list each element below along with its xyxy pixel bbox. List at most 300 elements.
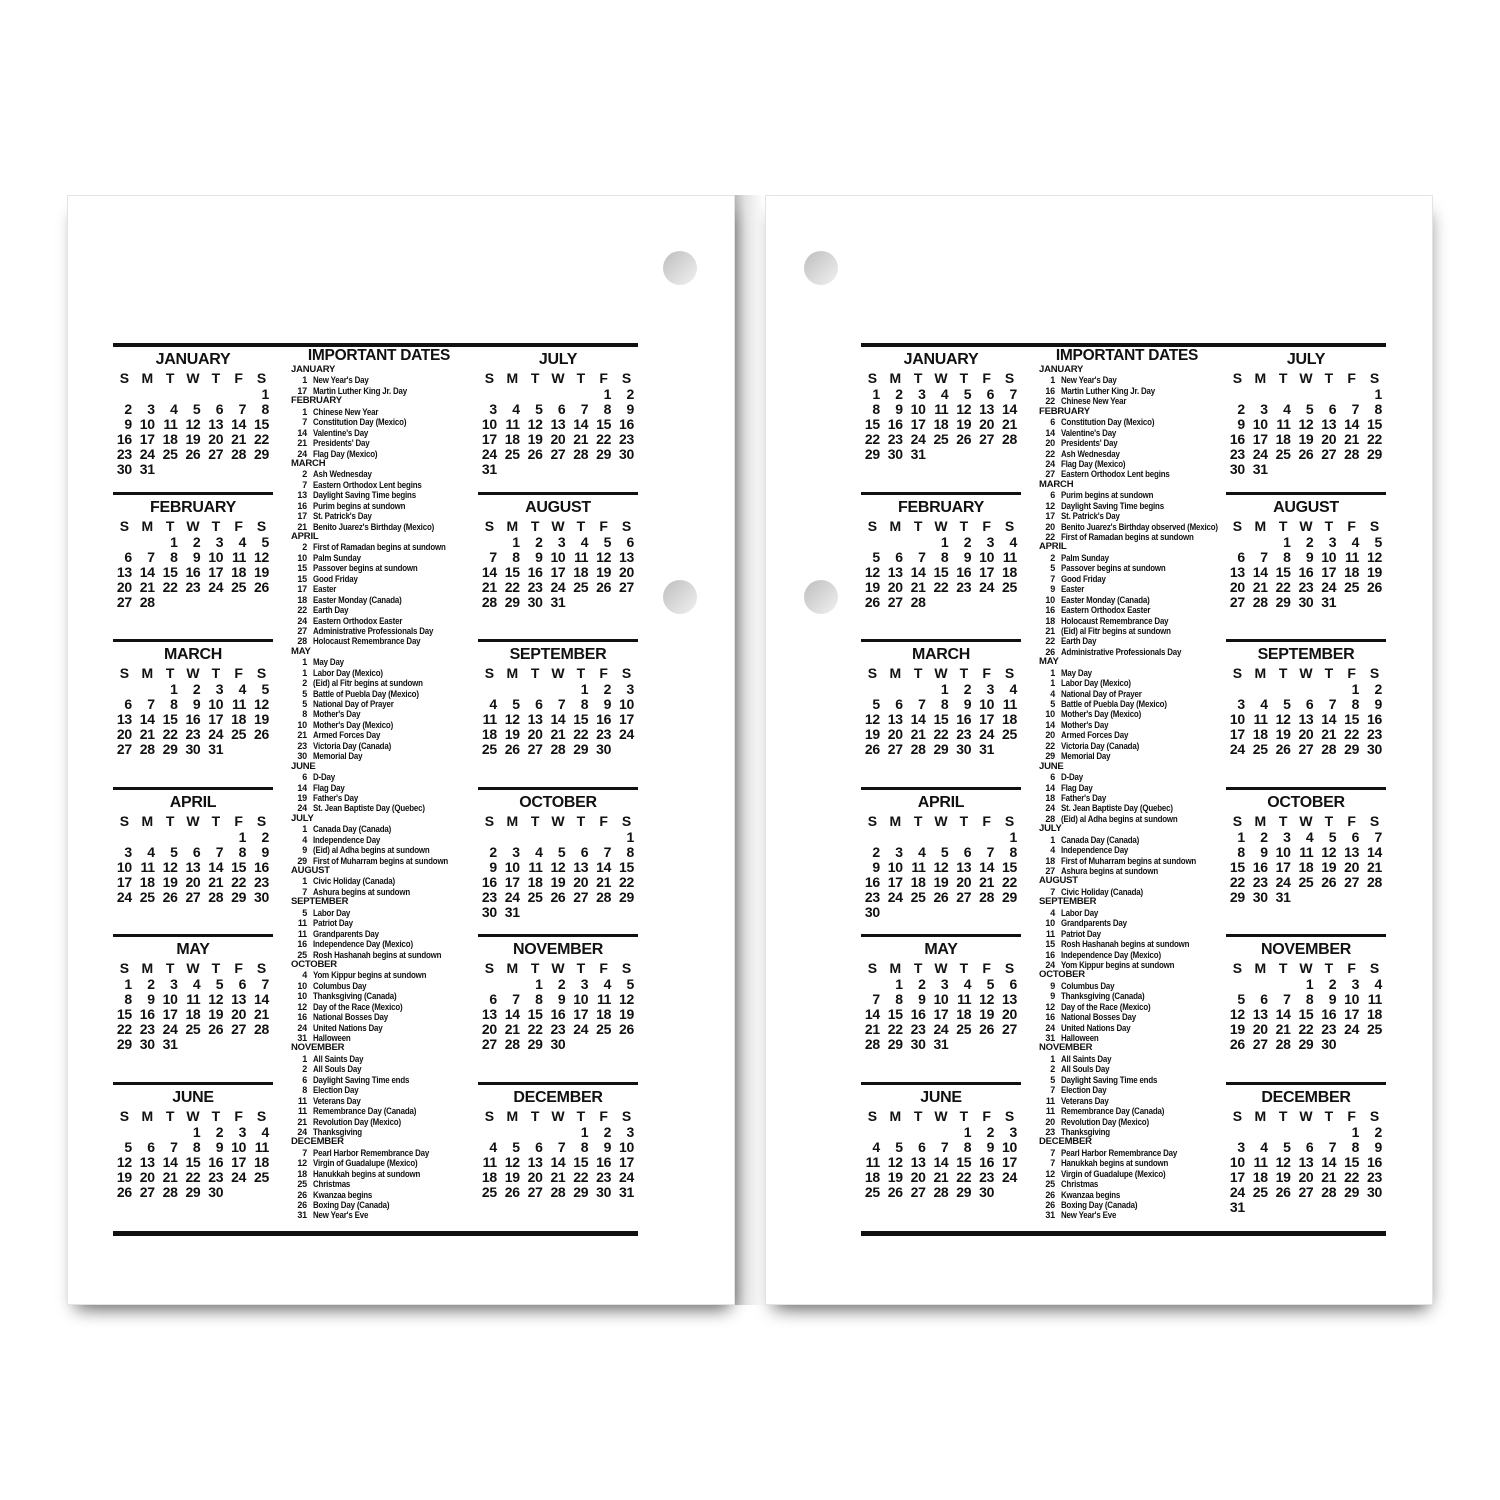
day-cell: 28 xyxy=(254,1021,269,1037)
day-cell: 4 xyxy=(238,681,247,697)
day-cell xyxy=(478,387,501,402)
day-cell xyxy=(930,905,953,920)
entry-label: National Day of Prayer xyxy=(313,699,394,709)
entry-day-number: 4 xyxy=(302,834,307,845)
day-cell xyxy=(1249,905,1272,920)
day-cell: 15 xyxy=(231,858,247,875)
entry-label: New Year's Day xyxy=(1061,375,1117,386)
day-cell: 12 xyxy=(254,548,269,565)
day-cell: 24 xyxy=(573,1021,589,1037)
entry-label: National Bosses Day xyxy=(313,1012,389,1023)
day-cell: 27 xyxy=(619,578,634,595)
day-cell: 3 xyxy=(489,401,497,417)
weekday-header: T xyxy=(913,370,923,386)
important-dates-entry xyxy=(291,1023,467,1033)
day-cell: 11 xyxy=(1276,416,1291,432)
day-cell xyxy=(204,757,227,772)
day-cell: 4 xyxy=(872,1138,880,1155)
weekday-header: T xyxy=(1278,517,1288,534)
day-cell: 8 xyxy=(1283,548,1291,565)
day-cell: 23 xyxy=(1298,578,1314,595)
entry-day-number: 26 xyxy=(1045,1189,1055,1200)
weekday-header: M xyxy=(1254,665,1267,681)
day-cell: 30 xyxy=(481,903,497,920)
important-dates-entry xyxy=(1039,1023,1215,1033)
day-cell: 25 xyxy=(956,1021,972,1037)
day-cell xyxy=(907,682,930,697)
day-cell xyxy=(159,757,182,772)
important-dates-entry xyxy=(1039,1179,1215,1189)
entry-day-number: 1 xyxy=(302,375,307,386)
day-cell: 4 xyxy=(512,401,520,417)
day-cell: 30 xyxy=(887,446,903,462)
day-cell: 19 xyxy=(933,873,949,890)
entry-label: Kwanzaa begins xyxy=(1061,1189,1121,1200)
weekday-header: F xyxy=(1347,812,1356,829)
day-cell: 27 xyxy=(979,431,995,447)
month-grid xyxy=(1226,960,1386,1067)
weekday-header: S xyxy=(1004,960,1015,976)
day-cell xyxy=(204,610,227,625)
important-dates-entry xyxy=(291,636,467,646)
important-dates-month-header: AUGUST xyxy=(1039,875,1078,887)
day-cell: 14 xyxy=(1344,416,1360,432)
entry-label: Ash Wednesday xyxy=(1061,448,1120,459)
day-cell: 25 xyxy=(933,431,949,447)
day-cell xyxy=(501,1200,524,1215)
day-cell: 23 xyxy=(116,446,132,462)
day-cell: 5 xyxy=(872,548,880,565)
day-cell: 6 xyxy=(215,401,224,417)
day-cell: 13 xyxy=(231,991,247,1007)
day-cell xyxy=(998,1037,1021,1052)
day-cell: 5 xyxy=(124,1138,132,1155)
important-dates-month-header: SEPTEMBER xyxy=(291,896,349,908)
day-cell: 23 xyxy=(527,578,543,595)
important-dates-entry xyxy=(1039,1012,1215,1022)
day-cell: 18 xyxy=(1298,858,1314,875)
day-cell: 12 xyxy=(254,696,269,712)
day-cell xyxy=(524,462,547,477)
day-cell: 13 xyxy=(887,711,903,727)
entry-label: First of Ramadan begins at sundown xyxy=(1061,532,1194,542)
weekday-header: M xyxy=(506,960,519,976)
day-cell xyxy=(1317,387,1340,402)
day-cell xyxy=(524,1200,547,1215)
weekday-header: S xyxy=(1004,370,1015,386)
page-content xyxy=(861,343,1386,1236)
weekday-header: S xyxy=(256,812,267,829)
entry-label: Ashura begins at sundown xyxy=(1061,866,1158,876)
day-cell xyxy=(478,682,501,697)
day-cell: 9 xyxy=(626,401,634,417)
day-cell: 12 xyxy=(527,416,543,432)
weekday-header: M xyxy=(506,370,519,386)
day-cell: 17 xyxy=(1321,563,1337,580)
entry-label: Holocaust Remembrance Day xyxy=(313,636,421,647)
weekday-header: S xyxy=(1004,517,1015,534)
day-cell: 18 xyxy=(231,563,247,580)
day-cell: 1 xyxy=(170,681,178,697)
day-cell: 26 xyxy=(504,1183,520,1200)
important-dates-entry xyxy=(1039,814,1215,824)
day-cell: 18 xyxy=(504,431,520,447)
day-cell: 26 xyxy=(1229,1036,1245,1052)
month-block xyxy=(113,1085,273,1233)
month-grid xyxy=(1226,1108,1386,1215)
entry-day-number: 25 xyxy=(297,949,307,960)
day-cell xyxy=(524,757,547,772)
day-cell: 16 xyxy=(1367,711,1382,727)
day-cell: 14 xyxy=(162,1153,178,1170)
month-block xyxy=(113,790,273,938)
day-cell: 31 xyxy=(933,1036,949,1052)
entry-day-number: 18 xyxy=(1045,855,1055,866)
weekday-header: T xyxy=(530,812,540,829)
day-cell: 26 xyxy=(254,726,269,742)
month-block xyxy=(113,937,273,1085)
entry-label: Valentine's Day xyxy=(313,427,369,438)
day-cell: 8 xyxy=(1237,843,1245,860)
important-dates-entry xyxy=(291,1158,467,1168)
day-cell: 15 xyxy=(619,858,634,875)
day-cell xyxy=(136,682,159,697)
entry-day-number: 12 xyxy=(1045,500,1055,511)
day-cell: 15 xyxy=(162,711,178,727)
entry-day-number: 6 xyxy=(302,772,307,783)
day-cell: 12 xyxy=(116,1153,132,1170)
day-cell: 18 xyxy=(481,726,497,742)
day-cell: 13 xyxy=(1298,711,1314,727)
day-cell: 11 xyxy=(911,858,926,875)
entry-label: Holocaust Remembrance Day xyxy=(1061,615,1169,626)
day-cell xyxy=(861,462,884,477)
day-cell: 17 xyxy=(481,431,497,447)
entry-day-number: 26 xyxy=(1045,646,1055,657)
day-cell: 16 xyxy=(208,1153,224,1170)
entry-day-number: 7 xyxy=(1050,573,1055,584)
day-cell xyxy=(1226,610,1249,625)
day-cell: 7 xyxy=(580,401,589,417)
day-cell: 13 xyxy=(1321,416,1337,432)
entry-day-number: 28 xyxy=(1045,813,1055,824)
entry-day-number: 22 xyxy=(1045,532,1055,542)
day-cell: 1 xyxy=(1009,828,1017,845)
day-cell: 6 xyxy=(238,976,247,992)
day-cell: 7 xyxy=(872,991,880,1007)
day-cell: 22 xyxy=(116,1021,132,1037)
months-column-jan-jun xyxy=(861,347,1021,1232)
day-cell xyxy=(998,905,1021,920)
day-cell xyxy=(592,595,615,610)
day-cell xyxy=(250,757,273,772)
day-cell: 26 xyxy=(254,578,269,595)
important-dates-entry xyxy=(291,657,467,667)
day-cell: 24 xyxy=(208,578,224,595)
day-cell xyxy=(907,757,930,772)
day-cell: 21 xyxy=(1321,1168,1337,1185)
day-cell: 16 xyxy=(596,1153,612,1170)
day-cell xyxy=(907,905,930,920)
entry-day-number: 18 xyxy=(297,594,307,605)
weekday-header: T xyxy=(211,1107,221,1124)
day-cell: 21 xyxy=(573,431,589,447)
day-cell: 23 xyxy=(956,578,972,595)
important-dates-entry xyxy=(291,490,467,500)
day-cell: 4 xyxy=(1351,533,1360,550)
day-cell xyxy=(1317,890,1340,905)
month-block xyxy=(478,937,638,1085)
punch-hole-icon xyxy=(663,580,697,614)
day-cell: 5 xyxy=(535,401,543,417)
entry-day-number: 14 xyxy=(297,782,307,793)
day-cell: 2 xyxy=(1374,1123,1382,1140)
month-title: DECEMBER xyxy=(1261,1088,1351,1106)
day-cell: 2 xyxy=(124,401,132,417)
important-dates-entry xyxy=(1039,375,1215,385)
day-cell: 30 xyxy=(619,446,634,462)
entry-label: Rosh Hashanah begins at sundown xyxy=(1061,939,1190,950)
day-cell xyxy=(113,757,136,772)
important-dates-entry xyxy=(291,950,467,960)
day-cell: 17 xyxy=(573,1006,589,1022)
important-dates-month-header: MARCH xyxy=(1039,478,1074,490)
day-cell: 16 xyxy=(1298,563,1314,580)
entry-day-number: 22 xyxy=(1045,636,1055,647)
day-cell: 26 xyxy=(956,431,972,447)
day-cell: 13 xyxy=(1298,1153,1314,1170)
day-cell xyxy=(478,977,501,992)
weekday-header: S xyxy=(1369,812,1380,829)
day-cell: 24 xyxy=(208,726,224,742)
day-cell: 7 xyxy=(1328,1138,1337,1155)
day-cell: 8 xyxy=(1351,1138,1360,1155)
entry-label: St. Patrick's Day xyxy=(313,511,372,522)
day-cell: 12 xyxy=(1229,1006,1245,1022)
weekday-header: W xyxy=(186,812,200,829)
day-cell: 22 xyxy=(162,578,178,595)
day-cell: 4 xyxy=(261,1123,269,1140)
entry-day-number: 16 xyxy=(1045,1012,1055,1023)
weekday-header: F xyxy=(982,370,991,386)
day-cell: 21 xyxy=(1321,726,1337,742)
day-cell xyxy=(182,610,205,625)
day-cell: 31 xyxy=(979,741,995,757)
entry-label: Victoria Day (Canada) xyxy=(313,740,392,751)
day-cell: 2 xyxy=(872,843,880,860)
day-cell: 30 xyxy=(208,1183,224,1200)
important-dates-month-header: DECEMBER xyxy=(291,1136,344,1148)
day-cell xyxy=(1340,1037,1363,1052)
day-cell: 10 xyxy=(619,696,634,712)
day-cell: 1 xyxy=(872,386,880,402)
day-cell: 28 xyxy=(139,741,155,757)
day-cell: 9 xyxy=(261,843,269,860)
day-cell: 3 xyxy=(1260,401,1268,417)
day-cell xyxy=(930,447,953,462)
day-cell: 10 xyxy=(481,416,497,432)
day-cell: 13 xyxy=(956,858,972,875)
weekday-header: S xyxy=(867,812,878,829)
day-cell: 20 xyxy=(527,1168,543,1185)
weekday-header: W xyxy=(1299,812,1313,829)
weekday-header: W xyxy=(934,1107,948,1124)
important-dates-entry xyxy=(1039,1169,1215,1179)
month-title: APRIL xyxy=(169,793,217,811)
day-cell: 22 xyxy=(1229,873,1245,890)
day-cell: 1 xyxy=(535,976,543,992)
day-cell xyxy=(930,610,953,625)
day-cell xyxy=(1295,905,1318,920)
day-cell xyxy=(952,610,975,625)
day-cell: 12 xyxy=(864,711,880,727)
day-cell: 19 xyxy=(1275,726,1291,742)
weekday-header: W xyxy=(934,517,948,534)
months-column-jul-dec xyxy=(1226,347,1386,1232)
weekday-header: W xyxy=(934,665,948,681)
weekday-header: S xyxy=(119,960,130,976)
entry-label: Palm Sunday xyxy=(313,552,361,563)
important-dates-month-header: MAY xyxy=(291,645,311,657)
day-cell: 2 xyxy=(626,386,634,402)
day-cell xyxy=(907,462,930,477)
entry-day-number: 18 xyxy=(1045,792,1055,803)
day-cell: 27 xyxy=(887,741,903,757)
day-cell: 14 xyxy=(254,991,269,1007)
important-dates-entry xyxy=(1039,605,1215,615)
day-cell xyxy=(524,387,547,402)
day-cell: 3 xyxy=(1237,696,1245,712)
day-cell: 15 xyxy=(1367,416,1382,432)
day-cell: 27 xyxy=(1002,1021,1017,1037)
weekday-header: S xyxy=(119,370,130,386)
day-cell: 31 xyxy=(1321,593,1337,610)
day-cell: 5 xyxy=(512,696,520,712)
entry-label: Father's Day xyxy=(313,792,359,803)
weekday-header: W xyxy=(186,1107,200,1124)
important-dates-entry xyxy=(1039,668,1215,678)
weekday-header: S xyxy=(1232,517,1243,534)
entry-day-number: 2 xyxy=(1050,1064,1055,1075)
day-cell: 25 xyxy=(481,1183,497,1200)
important-dates-entry xyxy=(291,991,467,1001)
day-cell xyxy=(159,1125,182,1140)
day-cell: 22 xyxy=(231,873,247,890)
entry-label: Mother's Day xyxy=(313,709,361,720)
entry-label: Grandparents Day xyxy=(313,928,379,939)
day-cell: 1 xyxy=(192,1123,201,1140)
day-cell: 30 xyxy=(254,888,269,905)
weekday-header: M xyxy=(141,1107,154,1124)
entry-label: First of Muharram begins at sundown xyxy=(1061,855,1197,866)
important-dates-month-header: APRIL xyxy=(1039,541,1067,553)
weekday-header: T xyxy=(165,370,175,386)
day-cell: 13 xyxy=(185,858,201,875)
important-dates-entry xyxy=(1039,417,1215,427)
day-cell: 21 xyxy=(1252,578,1268,595)
day-cell xyxy=(1249,1125,1272,1140)
day-cell xyxy=(204,595,227,610)
day-cell: 31 xyxy=(1275,888,1291,905)
month-grid xyxy=(1226,665,1386,772)
day-cell: 11 xyxy=(1299,843,1314,860)
weekday-header: S xyxy=(119,1107,130,1124)
day-cell xyxy=(204,830,227,845)
day-cell: 9 xyxy=(147,991,155,1007)
important-dates-entry xyxy=(291,1148,467,1158)
weekday-header: S xyxy=(867,370,878,386)
day-cell: 10 xyxy=(1275,843,1291,860)
day-cell: 24 xyxy=(1002,1168,1017,1185)
day-cell xyxy=(1249,977,1272,992)
important-dates-entry xyxy=(291,981,467,991)
weekday-header: F xyxy=(599,960,608,976)
day-cell: 1 xyxy=(124,976,132,992)
important-dates-entry xyxy=(1039,741,1215,751)
important-dates-entry xyxy=(1039,532,1215,542)
day-cell: 25 xyxy=(504,446,520,462)
day-cell xyxy=(861,610,884,625)
day-cell: 31 xyxy=(504,903,520,920)
day-cell: 25 xyxy=(139,888,155,905)
day-cell: 28 xyxy=(864,1036,880,1052)
day-cell: 2 xyxy=(489,843,497,860)
entry-label: First of Ramadan begins at sundown xyxy=(313,542,446,553)
day-cell xyxy=(1317,682,1340,697)
day-cell xyxy=(1226,1125,1249,1140)
day-cell xyxy=(182,462,205,477)
day-cell xyxy=(182,1052,205,1067)
weekday-header: T xyxy=(211,812,221,829)
entry-day-number: 26 xyxy=(297,1189,307,1200)
day-cell: 24 xyxy=(1275,873,1291,890)
important-dates-entry xyxy=(291,668,467,678)
day-cell xyxy=(1249,1200,1272,1215)
day-cell: 20 xyxy=(1321,431,1337,447)
day-cell: 29 xyxy=(933,741,949,757)
weekday-header: W xyxy=(551,517,565,534)
day-cell xyxy=(1317,1200,1340,1215)
day-cell: 29 xyxy=(596,446,612,462)
day-cell xyxy=(478,1052,501,1067)
entry-day-number: 1 xyxy=(302,1053,307,1064)
important-dates-entry xyxy=(1039,626,1215,636)
day-cell xyxy=(113,905,136,920)
day-cell: 25 xyxy=(231,726,247,742)
weekday-header: W xyxy=(934,960,948,976)
weekday-header: F xyxy=(599,812,608,829)
entry-label: All Souls Day xyxy=(313,1064,362,1075)
day-cell xyxy=(250,1200,273,1215)
day-cell: 2 xyxy=(192,681,201,697)
day-cell xyxy=(227,905,250,920)
day-cell xyxy=(569,462,592,477)
day-cell: 2 xyxy=(963,681,972,697)
day-cell xyxy=(1226,535,1249,550)
day-cell xyxy=(952,1200,975,1215)
weekday-header: W xyxy=(934,812,948,829)
important-dates-entry xyxy=(291,887,467,897)
day-cell: 21 xyxy=(596,873,612,890)
day-cell: 27 xyxy=(1321,446,1337,462)
day-cell: 24 xyxy=(231,1168,247,1185)
entry-day-number: 1 xyxy=(302,667,307,678)
day-cell: 31 xyxy=(208,741,224,757)
day-cell: 26 xyxy=(596,578,612,595)
entry-day-number: 20 xyxy=(1045,1116,1055,1127)
day-cell: 24 xyxy=(1321,578,1337,595)
day-cell: 6 xyxy=(1305,696,1314,712)
